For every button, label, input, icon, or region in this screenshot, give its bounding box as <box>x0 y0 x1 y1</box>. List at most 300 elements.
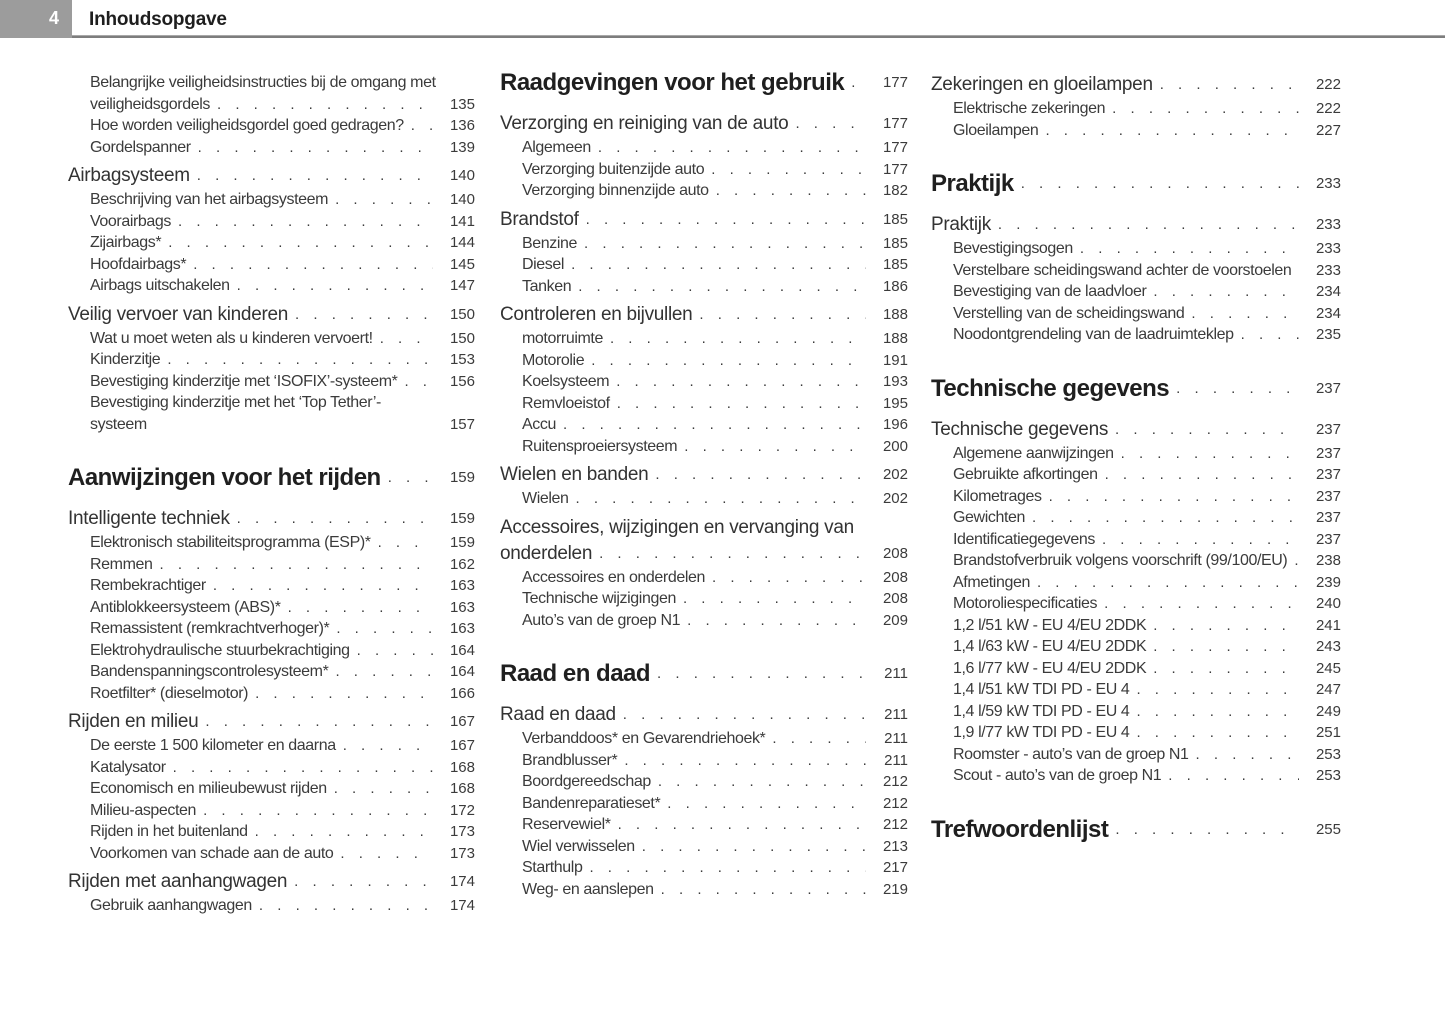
toc-entry-label: Belangrijke veiligheidsinstructies bij de omgang met <box>90 74 436 91</box>
toc-entry <box>931 636 1341 658</box>
toc-entry-label: Economisch en milieubewust rijden <box>90 780 327 797</box>
toc-entry-page: 211 <box>884 665 908 682</box>
toc-entry-page: 159 <box>449 510 475 527</box>
toc-entry-page: 233 <box>1315 216 1341 233</box>
toc-entry <box>500 750 908 772</box>
toc-entry-page: 167 <box>449 737 475 754</box>
toc-entry <box>500 233 908 255</box>
toc-entry-page: 188 <box>882 330 908 347</box>
toc-entry-page: 209 <box>882 611 908 629</box>
toc-entry-page: 212 <box>882 816 908 833</box>
toc-entry <box>500 436 908 458</box>
toc-column-middle <box>500 66 908 900</box>
toc-entry-page: 237 <box>1315 420 1341 438</box>
toc-entry <box>500 350 908 372</box>
dot-leader <box>237 506 433 532</box>
dot-leader <box>591 350 866 372</box>
dot-leader <box>411 115 433 137</box>
toc-entry-page: 182 <box>882 182 908 199</box>
toc-entry <box>500 159 908 181</box>
toc-entry <box>500 254 908 276</box>
dot-leader <box>1153 658 1299 680</box>
dot-leader <box>851 66 866 99</box>
toc-entry-label: Verzorging buitenzijde auto <box>522 160 705 178</box>
dot-leader <box>1080 238 1299 260</box>
dot-leader <box>623 702 866 728</box>
toc-entry-label: Bandenreparatieset* <box>522 794 661 812</box>
toc-entry-page: 208 <box>882 544 908 562</box>
toc-entry-page: 163 <box>449 598 475 616</box>
toc-entry-label: Rembekrachtiger <box>90 577 206 594</box>
toc-entry-page: 212 <box>882 773 908 790</box>
toc-entry-label: 1,4 l/63 kW - EU 4/EU 2DDK <box>953 638 1147 655</box>
dot-leader <box>388 461 433 494</box>
toc-entry-label: Elektrohydraulische stuurbekrachtiging <box>90 641 350 659</box>
toc-entry <box>68 661 475 683</box>
toc-entry <box>931 658 1341 680</box>
dot-leader <box>1102 529 1299 551</box>
toc-entry-page: 185 <box>882 256 908 273</box>
toc-entry-label: 1,9 l/77 kW TDI PD - EU 4 <box>953 724 1130 741</box>
toc-entry <box>931 167 1341 200</box>
toc-entry-page: 211 <box>884 706 908 723</box>
toc-entry <box>931 212 1341 238</box>
toc-entry <box>500 567 908 589</box>
toc-entry-page: 150 <box>449 305 475 323</box>
dot-leader <box>255 683 433 705</box>
toc-entry-label: Remmen <box>90 555 153 573</box>
toc-entry-label: Gebruik aanhangwagen <box>90 897 252 914</box>
toc-entry-label: Raad en daad <box>500 704 616 725</box>
dot-leader <box>795 111 866 137</box>
toc-entry <box>68 735 475 757</box>
toc-entry-label: Rijden met aanhangwagen <box>68 871 288 892</box>
toc-entry-page: 234 <box>1315 304 1341 322</box>
toc-entry-label: Technische gegevens <box>931 418 1109 440</box>
toc-entry <box>68 392 475 435</box>
toc-entry-page: 168 <box>449 780 475 797</box>
toc-entry-label: Raad en daad <box>500 660 651 687</box>
toc-entry <box>500 857 908 879</box>
toc-entry <box>68 328 475 350</box>
toc-entry-label: Verzorging binnenzijde auto <box>522 182 709 199</box>
toc-entry <box>68 778 475 800</box>
toc-entry-label: De eerste 1 500 kilometer en daarna <box>90 737 336 754</box>
toc-entry <box>931 324 1341 346</box>
toc-entry-page: 222 <box>1315 100 1341 117</box>
toc-entry-label: Rijden in het buitenland <box>90 823 248 840</box>
toc-entry-label: Aanwijzingen voor het rijden <box>68 464 381 491</box>
toc-entry-page: 200 <box>882 437 908 455</box>
page-number: 4 <box>48 8 59 28</box>
toc-entry-page: 239 <box>1315 573 1341 591</box>
dot-leader <box>1196 744 1299 766</box>
toc-entry-label: Bevestiging kinderzitje met het ‘Top Tether’-systeem <box>90 394 381 433</box>
toc-entry <box>931 572 1341 594</box>
toc-entry-label: Tanken <box>522 277 572 295</box>
toc-entry <box>68 349 475 371</box>
dot-leader <box>624 750 866 772</box>
toc-entry-page: 195 <box>882 394 908 412</box>
toc-entry-label: Wat u moet weten als u kinderen vervoert! <box>90 329 373 347</box>
dot-leader <box>1136 701 1299 723</box>
dot-leader <box>380 328 433 350</box>
dot-leader <box>295 302 433 328</box>
toc-entry-page: 177 <box>882 160 908 178</box>
dot-leader <box>578 276 866 298</box>
toc-entry-label: Afmetingen <box>953 573 1030 591</box>
toc-entry <box>500 488 908 510</box>
toc-entry-label: Remassistent (remkrachtverhoger)* <box>90 620 330 637</box>
dot-leader <box>716 180 866 202</box>
dot-leader <box>168 232 433 254</box>
dot-leader <box>173 757 433 779</box>
toc-entry-label: Bevestiging kinderzitje met ‘ISOFIX’-systeem* <box>90 372 398 390</box>
toc-entry-page: 140 <box>449 191 475 208</box>
toc-entry-label: Technische gegevens <box>931 374 1170 402</box>
toc-entry-page: 177 <box>882 115 908 132</box>
toc-entry-label: Bandenspanningscontrolesysteem* <box>90 663 329 680</box>
dot-leader <box>217 94 433 116</box>
toc-entry-page: 240 <box>1315 595 1341 612</box>
toc-entry-label: Wielen <box>522 490 569 507</box>
toc-entry-label: Antiblokkeersysteem (ABS)* <box>90 598 281 616</box>
dot-leader <box>699 302 866 328</box>
toc-entry-page: 177 <box>882 139 908 156</box>
dot-leader <box>598 137 866 159</box>
toc-entry-page: 159 <box>449 469 475 486</box>
toc-entry <box>931 98 1341 120</box>
toc-entry-page: 173 <box>449 823 475 840</box>
toc-entry-page: 212 <box>882 794 908 812</box>
toc-entry-page: 140 <box>449 167 475 184</box>
toc-entry-page: 172 <box>449 801 475 819</box>
toc-entry-page: 243 <box>1315 638 1341 655</box>
dot-leader <box>288 597 433 619</box>
toc-entry-label: Bevestigingsogen <box>953 240 1073 257</box>
dot-leader <box>655 462 866 488</box>
toc-entry-page: 233 <box>1315 261 1341 279</box>
dot-leader <box>198 137 433 159</box>
dot-leader <box>334 778 433 800</box>
dot-leader <box>336 618 433 640</box>
dot-leader <box>340 843 433 865</box>
toc-entry-page: 237 <box>1315 444 1341 462</box>
toc-entry-label: Accessoires en onderdelen <box>522 568 706 586</box>
toc-entry <box>500 515 908 567</box>
dot-leader <box>586 207 866 233</box>
toc-entry-label: Remvloeistof <box>522 394 610 412</box>
toc-entry-label: Verzorging en reiniging van de auto <box>500 113 789 134</box>
toc-entry-page: 247 <box>1315 681 1341 698</box>
toc-entry-page: 241 <box>1315 616 1341 634</box>
toc-entry <box>931 744 1341 766</box>
dot-leader <box>1112 98 1299 120</box>
toc-entry-label: Technische wijzigingen <box>522 590 676 607</box>
toc-entry-label: Reservewiel* <box>522 816 611 833</box>
toc-entry-page: 136 <box>449 117 475 134</box>
toc-entry-label: veiligheidsgordels <box>90 95 210 113</box>
toc-entry <box>500 137 908 159</box>
toc-entry-page: 237 <box>1315 509 1341 526</box>
toc-entry <box>500 771 908 793</box>
toc-entry-page: 167 <box>449 713 475 730</box>
toc-entry <box>931 443 1341 465</box>
toc-entry-page: 196 <box>882 416 908 433</box>
toc-entry <box>68 683 475 705</box>
toc-entry <box>500 302 908 328</box>
toc-entry-label: Identificatiegegevens <box>953 530 1095 548</box>
dot-leader <box>197 163 433 189</box>
dot-leader <box>357 640 433 662</box>
toc-entry <box>68 163 475 189</box>
dot-leader <box>589 857 866 879</box>
toc-entry-page: 202 <box>882 466 908 483</box>
dot-leader <box>404 371 433 393</box>
toc-entry-label: Voorairbags <box>90 212 171 230</box>
toc-entry-label: Weg- en aanslepen <box>522 880 654 898</box>
toc-entry-label: Hoofdairbags* <box>90 255 187 273</box>
toc-entry <box>500 414 908 436</box>
toc-entry <box>68 72 475 115</box>
dot-leader <box>1294 550 1299 572</box>
toc-entry <box>500 371 908 393</box>
toc-entry-label: Auto’s van de groep N1 <box>522 611 681 629</box>
dot-leader <box>661 879 866 901</box>
toc-entry <box>68 618 475 640</box>
toc-entry-label: Algemeen <box>522 139 591 156</box>
dot-leader <box>1105 464 1299 486</box>
toc-entry-label: Zijairbags* <box>90 234 162 251</box>
toc-entry-label: Wiel verwisselen <box>522 837 635 855</box>
toc-entry-page: 186 <box>882 277 908 295</box>
dot-leader <box>294 869 433 895</box>
toc-entry <box>500 207 908 233</box>
toc-entry-page: 238 <box>1315 552 1341 569</box>
toc-entry <box>931 303 1341 325</box>
toc-entry-page: 177 <box>882 74 908 91</box>
toc-entry-page: 227 <box>1315 121 1341 139</box>
toc-entry-label: 1,4 l/51 kW TDI PD - EU 4 <box>953 681 1130 698</box>
toc-entry <box>68 189 475 211</box>
dot-leader <box>1191 303 1299 325</box>
toc-entry <box>500 814 908 836</box>
dot-leader <box>658 771 866 793</box>
dot-leader <box>1298 260 1299 282</box>
toc-entry-page: 233 <box>1315 175 1341 192</box>
toc-entry-page: 150 <box>449 329 475 347</box>
toc-entry <box>68 709 475 735</box>
dot-leader <box>1153 615 1299 637</box>
toc-entry-page: 245 <box>1315 659 1341 677</box>
toc-entry <box>931 529 1341 551</box>
toc-entry-label: Gebruikte afkortingen <box>953 466 1098 483</box>
toc-entry <box>500 657 908 690</box>
dot-leader <box>1241 324 1299 346</box>
dot-leader <box>1115 417 1299 443</box>
toc-entry-label: Gloeilampen <box>953 121 1039 139</box>
toc-entry <box>931 120 1341 142</box>
dot-leader <box>657 657 866 690</box>
toc-entry <box>931 238 1341 260</box>
toc-entry-page: 211 <box>884 751 908 769</box>
toc-entry-label: Motorolie <box>522 351 585 369</box>
toc-entry-label: Milieu-aspecten <box>90 801 197 819</box>
toc-entry <box>68 254 475 276</box>
toc-entry <box>68 137 475 159</box>
toc-entry <box>68 597 475 619</box>
dot-leader <box>1153 636 1299 658</box>
toc-entry-label: Airbags uitschakelen <box>90 277 230 294</box>
toc-entry-page: 166 <box>449 684 475 702</box>
toc-entry-label: Noodontgrendeling van de laadruimteklep <box>953 326 1234 343</box>
toc-entry <box>68 757 475 779</box>
toc-entry-label: Roomster - auto’s van de groep N1 <box>953 745 1189 763</box>
toc-entry-label: Verbanddoos* en Gevarendriehoek* <box>522 730 766 747</box>
dot-leader <box>618 814 866 836</box>
dot-leader <box>178 211 433 233</box>
dot-leader <box>1168 765 1299 787</box>
toc-entry-label: Kilometrages <box>953 487 1042 505</box>
dot-leader <box>1032 507 1299 529</box>
dot-leader <box>378 532 433 554</box>
toc-entry <box>68 371 475 393</box>
toc-entry-label: 1,4 l/59 kW TDI PD - EU 4 <box>953 702 1130 720</box>
toc-entry-page: 208 <box>882 590 908 607</box>
dot-leader <box>1037 572 1299 594</box>
toc-entry <box>931 701 1341 723</box>
dot-leader <box>576 488 866 510</box>
toc-entry-label: Roetfilter* (dieselmotor) <box>90 684 249 702</box>
dot-leader <box>335 189 433 211</box>
toc-entry-page: 191 <box>882 351 908 369</box>
dot-leader <box>1121 443 1299 465</box>
header-rule <box>72 35 1445 38</box>
page-number-box <box>0 0 72 38</box>
toc-entry-page: 208 <box>882 568 908 586</box>
toc-entry-label: Trefwoordenlijst <box>931 815 1109 843</box>
toc-entry-label: Zekeringen en gloeilampen <box>931 74 1153 95</box>
toc-entry-page: 253 <box>1315 767 1341 784</box>
toc-entry-page: 153 <box>449 351 475 368</box>
toc-entry-label: Beschrijving van het airbagsysteem <box>90 191 329 208</box>
toc-entry-label: Raadgevingen voor het gebruik <box>500 69 845 96</box>
page-title: Inhoudsopgave <box>89 9 227 30</box>
toc-entry <box>68 869 475 895</box>
toc-entry-page: 235 <box>1315 326 1341 343</box>
toc-entry <box>931 260 1341 282</box>
toc-entry-page: 156 <box>449 372 475 390</box>
toc-entry-page: 173 <box>449 844 475 862</box>
toc-entry-label: Veilig vervoer van kinderen <box>68 303 289 325</box>
toc-entry-page: 162 <box>449 555 475 573</box>
dot-leader <box>1049 486 1299 508</box>
toc-entry-label: 1,2 l/51 kW - EU 4/EU 2DDK <box>953 616 1147 634</box>
toc-entry-label: Gordelspanner <box>90 138 191 156</box>
toc-entry-label: Wielen en banden <box>500 464 649 485</box>
dot-leader <box>712 567 866 589</box>
dot-leader <box>205 709 433 735</box>
toc-entry <box>68 640 475 662</box>
toc-entry-page: 234 <box>1315 283 1341 300</box>
toc-entry-label: Motoroliespecificaties <box>953 595 1098 612</box>
dot-leader <box>617 393 866 415</box>
toc-entry <box>500 793 908 815</box>
toc-entry-page: 163 <box>449 620 475 637</box>
dot-leader <box>167 349 433 371</box>
toc-entry-page: 145 <box>449 255 475 273</box>
toc-entry-label: Intelligente techniek <box>68 508 230 529</box>
toc-entry-page: 157 <box>449 415 475 433</box>
toc-entry <box>931 486 1341 508</box>
toc-entry-page: 211 <box>884 730 908 747</box>
toc-entry <box>931 615 1341 637</box>
toc-entry-label: Katalysator <box>90 758 166 776</box>
toc-entry-label: onderdelen <box>500 542 593 564</box>
toc-entry <box>500 702 908 728</box>
toc-entry <box>931 464 1341 486</box>
toc-entry <box>500 180 908 202</box>
toc-entry-page: 237 <box>1315 530 1341 548</box>
toc-entry-label: Starthulp <box>522 859 583 876</box>
toc-entry-page: 219 <box>882 880 908 898</box>
toc-column-left <box>68 72 475 917</box>
toc-entry-label: Accu <box>522 416 556 433</box>
toc-entry <box>931 593 1341 615</box>
toc-entry-label: Bevestiging van de laadvloer <box>953 283 1147 300</box>
toc-entry <box>500 836 908 858</box>
toc-entry-label: Benzine <box>522 234 578 252</box>
dot-leader <box>998 212 1299 238</box>
toc-entry-label: Brandblusser* <box>522 751 618 769</box>
toc-entry-page: 188 <box>882 306 908 323</box>
toc-entry <box>931 281 1341 303</box>
toc-entry-page: 144 <box>449 234 475 251</box>
toc-entry-page: 217 <box>882 859 908 876</box>
dot-leader <box>667 793 866 815</box>
toc-entry-page: 135 <box>449 95 475 113</box>
toc-entry <box>68 211 475 233</box>
toc-entry-page: 147 <box>449 277 475 294</box>
toc-entry-page: 163 <box>449 577 475 594</box>
dot-leader <box>610 328 866 350</box>
dot-leader <box>571 254 866 276</box>
toc-entry-page: 193 <box>882 373 908 390</box>
toc-entry-label: Algemene aanwijzingen <box>953 444 1114 462</box>
dot-leader <box>1176 372 1299 405</box>
toc-entry-page: 202 <box>882 490 908 507</box>
toc-entry-page: 141 <box>449 212 475 230</box>
toc-entry <box>68 506 475 532</box>
toc-entry <box>68 821 475 843</box>
toc-entry-page: 174 <box>449 897 475 914</box>
toc-entry-label: Rijden en milieu <box>68 711 199 732</box>
toc-entry <box>500 393 908 415</box>
toc-entry-label: Praktijk <box>931 214 991 235</box>
toc-entry-page: 253 <box>1315 745 1341 763</box>
toc-entry-label: Boordgereedschap <box>522 773 651 790</box>
dot-leader <box>213 575 433 597</box>
dot-leader <box>193 254 433 276</box>
toc-entry-label: Hoe worden veiligheidsgordel goed gedragen? <box>90 117 404 134</box>
toc-entry-page: 255 <box>1315 820 1341 838</box>
dot-leader <box>335 661 433 683</box>
toc-entry-page: 213 <box>882 837 908 855</box>
dot-leader <box>684 436 866 458</box>
toc-entry-label: Brandstof <box>500 208 579 230</box>
toc-entry-page: 139 <box>449 138 475 156</box>
dot-leader <box>343 735 433 757</box>
